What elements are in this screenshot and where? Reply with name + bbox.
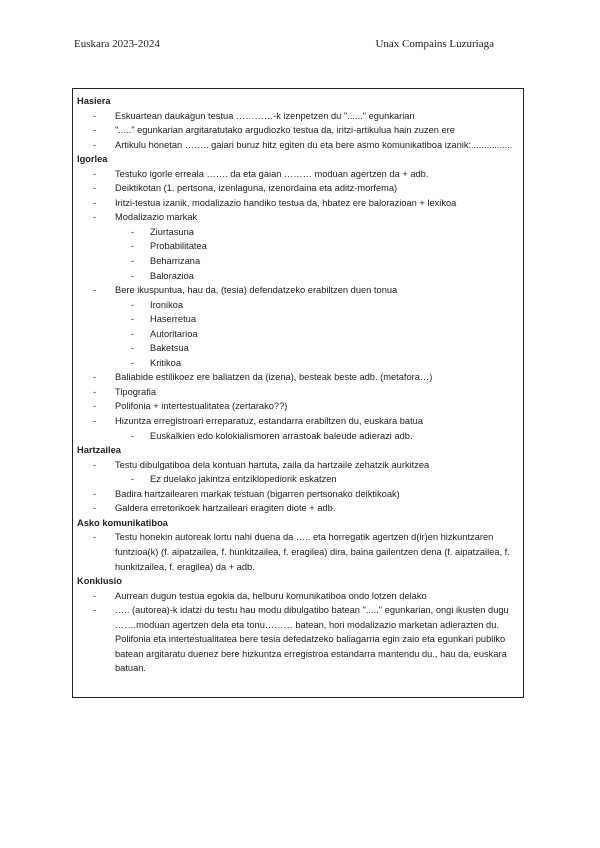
list-item: - ….. (autorea)-k idatzi du testu hau modu dibulgatibo batean "....." egunkarian, ongi ikusten dugu …….moduan agertzen dela eta tonu……… batean, hori modalizazio marketan adierazten du. Polifonia eta intertestualitatea bere tesia defedatzeko baliagarria egin zaio eta egunkari publiko batean argitaratu duenez bere hizkuntza erregistroa estandarra mantendu du., hau da, euskara batuan. bbox=[77, 603, 519, 676]
list-item: - Aurrean dugun testua egokia da, helburu komunikatiboa ondo lotzen delako bbox=[77, 589, 519, 604]
sub-list-item: - Euskalkien edo kolokialismoren arrastoak baleude adierazi adb. bbox=[77, 429, 519, 444]
section-title: Igorlea bbox=[77, 154, 108, 165]
header-right-text: Unax Compains Luzuriaga bbox=[375, 38, 494, 50]
list-item: - Galdera erretorikoek hartzaileari eragiten diote + adb. bbox=[77, 501, 519, 516]
list-item: - Polifonia + intertestualitatea (zertarako??) bbox=[77, 399, 519, 414]
list-item: - Iritzi-testua izanik, modalizazio handiko testua da, hbatez ere balorazioan + lexikoa bbox=[77, 196, 519, 211]
list-item: - Testu dibulgatiboa dela kontuan hartuta, zaila da hartzaile zehatzik aurkitzea bbox=[77, 458, 519, 473]
list-item: - Badira hartzailearen markak testuan (bigarren pertsonako deiktikoak) bbox=[77, 487, 519, 502]
header-left-text: Euskara 2023-2024 bbox=[74, 38, 160, 50]
list-item: - Bere ikuspuntua, hau da, (tesia) defendatzeko erabiltzen duen tonua bbox=[77, 283, 519, 298]
sub-list-item: - Haserretua bbox=[77, 312, 519, 327]
sub-list-item: - Beharrizana bbox=[77, 254, 519, 269]
sub-list-item: - Balorazioa bbox=[77, 269, 519, 284]
section-title: Konklusio bbox=[77, 576, 122, 587]
list-item: - Testuko igorle erreala ……. da eta gaian ……… moduan agertzen da + adb. bbox=[77, 167, 519, 182]
list-item: - Testu honekin autoreak lortu nahi duena da ….. eta horregatik agertzen d(ir)en hizkuntzaren funtzioa(k) (f. aipatzailea, f. hunkitzailea, f. eragilea) dira, baina gailentzen dena (f. aipatzailea, f. hunkitzailea, f. eragilea) da + adb. bbox=[77, 530, 519, 574]
sub-list-item: - Kritikoa bbox=[77, 356, 519, 371]
section-title: Hartzailea bbox=[77, 445, 121, 456]
list-item: - Tipografia bbox=[77, 385, 519, 400]
list-item: - Artikulu honetan …….. gaiari buruz hitz egiten du eta bere asmo komunikatiboa izanik:................ bbox=[77, 138, 519, 153]
list-item: - "....." egunkarian argitaratutako argudiozko testua da, iritzi-artikulua hain zuzen ere bbox=[77, 123, 519, 138]
list-item: - Baliabide estilikoez ere baliatzen da (izena), besteak beste adb. (metafora…) bbox=[77, 370, 519, 385]
sub-list-item: - Ironikoa bbox=[77, 298, 519, 313]
list-item: - Hizuntza erregistroari erreparatuz, estandarra erabiltzen du, euskara batua bbox=[77, 414, 519, 429]
list-item: - Modalizazio markak bbox=[77, 210, 519, 225]
sub-list-item: - Baketsua bbox=[77, 341, 519, 356]
sub-list-item: - Ziurtasuna bbox=[77, 225, 519, 240]
list-item: - Deiktikotan (1. pertsona, izenlaguna, izenordaina eta aditz-morfema) bbox=[77, 181, 519, 196]
sub-list-item: - Ez duelako jakintza entziklopediorik eskatzen bbox=[77, 472, 519, 487]
content-box bbox=[72, 88, 524, 698]
sub-list-item: - Autoritarioa bbox=[77, 327, 519, 342]
list-item: - Eskuartean daukagun testua …………-k izenpetzen du "......" egunkarian bbox=[77, 109, 519, 124]
section-title: Asko komunikatiboa bbox=[77, 517, 168, 528]
sub-list-item: - Probabilitatea bbox=[77, 239, 519, 254]
section-title: Hasiera bbox=[77, 96, 111, 106]
